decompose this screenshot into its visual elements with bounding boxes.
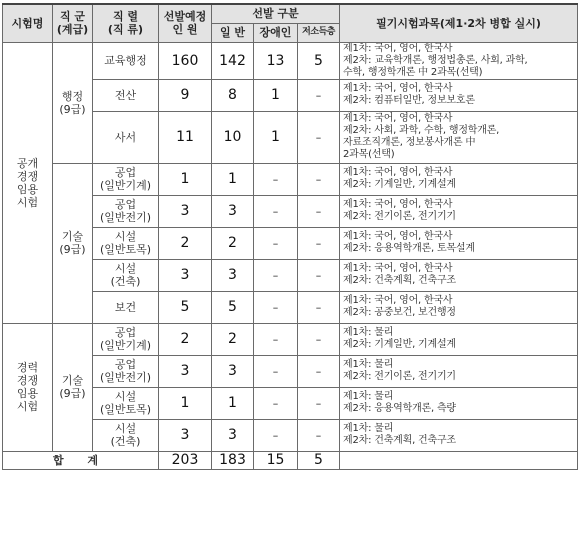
table-row	[3, 42, 578, 79]
total-lowincome: 5	[298, 451, 340, 469]
total-subjects	[340, 451, 578, 469]
header-planned: 선발예정 인 원	[159, 4, 212, 42]
subjects-cell: 제1차: 국어, 영어, 한국사 제2차: 교육학개론, 행정법총론, 사회, 과학, 수학, 행정학개론 中 2과목(선택)	[340, 42, 578, 79]
exam-name-cell: 경력 경쟁 임용 시험	[3, 323, 53, 451]
total-planned: 203	[159, 451, 212, 469]
general-count-cell: 1	[212, 387, 254, 419]
subjects-cell: 제1차: 국어, 영어, 한국사 제2차: 응용역학개론, 토목설계	[340, 227, 578, 259]
header-disabled: 장애인	[254, 23, 298, 42]
subjects-cell: 제1차: 국어, 영어, 한국사 제2차: 기계일반, 기계설계	[340, 163, 578, 195]
disabled-count-cell: –	[254, 419, 298, 451]
general-count-cell: 3	[212, 419, 254, 451]
planned-count-cell: 160	[159, 42, 212, 79]
lowincome-count-cell: –	[298, 227, 340, 259]
general-count-cell: 1	[212, 163, 254, 195]
planned-count-cell: 11	[159, 111, 212, 163]
disabled-count-cell: –	[254, 227, 298, 259]
subjects-cell: 제1차: 국어, 영어, 한국사 제2차: 사회, 과학, 수학, 행정학개론, 자료조직개론, 정보봉사개론 中 2과목(선택)	[340, 111, 578, 163]
general-count-cell: 10	[212, 111, 254, 163]
disabled-count-cell: 1	[254, 79, 298, 111]
header-general: 일 반	[212, 23, 254, 42]
planned-count-cell: 2	[159, 323, 212, 355]
general-count-cell: 3	[212, 259, 254, 291]
planned-count-cell: 9	[159, 79, 212, 111]
subjects-cell: 제1차: 국어, 영어, 한국사 제2차: 공중보건, 보건행정	[340, 291, 578, 323]
disabled-count-cell: 1	[254, 111, 298, 163]
lowincome-count-cell: –	[298, 323, 340, 355]
lowincome-count-cell: –	[298, 291, 340, 323]
subjects-cell: 제1차: 국어, 영어, 한국사 제2차: 전기이론, 전기기기	[340, 195, 578, 227]
position-cell: 시설 (건축)	[93, 259, 159, 291]
position-cell: 공업 (일반기계)	[93, 163, 159, 195]
disabled-count-cell: –	[254, 163, 298, 195]
general-count-cell: 2	[212, 227, 254, 259]
general-count-cell: 3	[212, 355, 254, 387]
subjects-cell: 제1차: 물리 제2차: 건축계획, 건축구조	[340, 419, 578, 451]
lowincome-count-cell: –	[298, 259, 340, 291]
position-cell: 공업 (일반기계)	[93, 323, 159, 355]
disabled-count-cell: –	[254, 291, 298, 323]
position-cell: 시설 (건축)	[93, 419, 159, 451]
table-body	[3, 42, 578, 469]
exam-name-cell: 공개 경쟁 임용 시험	[3, 42, 53, 323]
lowincome-count-cell: –	[298, 387, 340, 419]
total-label: 합 계	[3, 451, 159, 469]
position-cell: 교육행정	[93, 42, 159, 79]
general-count-cell: 3	[212, 195, 254, 227]
disabled-count-cell: –	[254, 323, 298, 355]
header-lowincome: 저소득층	[298, 23, 340, 42]
header-position: 직 렬 (직 류)	[93, 4, 159, 42]
general-count-cell: 2	[212, 323, 254, 355]
disabled-count-cell: –	[254, 387, 298, 419]
total-disabled: 15	[254, 451, 298, 469]
lowincome-count-cell: –	[298, 195, 340, 227]
recruitment-table	[2, 3, 578, 470]
lowincome-count-cell: –	[298, 79, 340, 111]
planned-count-cell: 3	[159, 355, 212, 387]
table-row	[3, 323, 578, 355]
header-series: 직 군 (계급)	[53, 4, 93, 42]
total-row	[3, 451, 578, 469]
total-general: 183	[212, 451, 254, 469]
disabled-count-cell: –	[254, 355, 298, 387]
subjects-cell: 제1차: 물리 제2차: 응용역학개론, 측량	[340, 387, 578, 419]
series-cell: 기술 (9급)	[53, 163, 93, 323]
disabled-count-cell: –	[254, 259, 298, 291]
subjects-cell: 제1차: 국어, 영어, 한국사 제2차: 건축계획, 건축구조	[340, 259, 578, 291]
position-cell: 시설 (일반토목)	[93, 227, 159, 259]
position-cell: 전산	[93, 79, 159, 111]
general-count-cell: 142	[212, 42, 254, 79]
lowincome-count-cell: –	[298, 355, 340, 387]
header-division: 선발 구분	[212, 4, 340, 23]
planned-count-cell: 5	[159, 291, 212, 323]
planned-count-cell: 1	[159, 163, 212, 195]
header-subjects: 필기시험과목(제1·2차 병합 실시)	[340, 4, 578, 42]
disabled-count-cell: –	[254, 195, 298, 227]
planned-count-cell: 2	[159, 227, 212, 259]
subjects-cell: 제1차: 국어, 영어, 한국사 제2차: 컴퓨터일반, 정보보호론	[340, 79, 578, 111]
position-cell: 시설 (일반토목)	[93, 387, 159, 419]
position-cell: 공업 (일반전기)	[93, 355, 159, 387]
lowincome-count-cell: –	[298, 163, 340, 195]
subjects-cell: 제1차: 물리 제2차: 기계일반, 기계설계	[340, 323, 578, 355]
series-cell: 기술 (9급)	[53, 323, 93, 451]
lowincome-count-cell: –	[298, 419, 340, 451]
planned-count-cell: 3	[159, 419, 212, 451]
position-cell: 보건	[93, 291, 159, 323]
position-cell: 사서	[93, 111, 159, 163]
header-exam: 시험명	[3, 4, 53, 42]
general-count-cell: 5	[212, 291, 254, 323]
planned-count-cell: 3	[159, 195, 212, 227]
lowincome-count-cell: 5	[298, 42, 340, 79]
planned-count-cell: 1	[159, 387, 212, 419]
position-cell: 공업 (일반전기)	[93, 195, 159, 227]
lowincome-count-cell: –	[298, 111, 340, 163]
series-cell: 행정 (9급)	[53, 42, 93, 163]
general-count-cell: 8	[212, 79, 254, 111]
disabled-count-cell: 13	[254, 42, 298, 79]
table-row	[3, 163, 578, 195]
planned-count-cell: 3	[159, 259, 212, 291]
subjects-cell: 제1차: 물리 제2차: 전기이론, 전기기기	[340, 355, 578, 387]
